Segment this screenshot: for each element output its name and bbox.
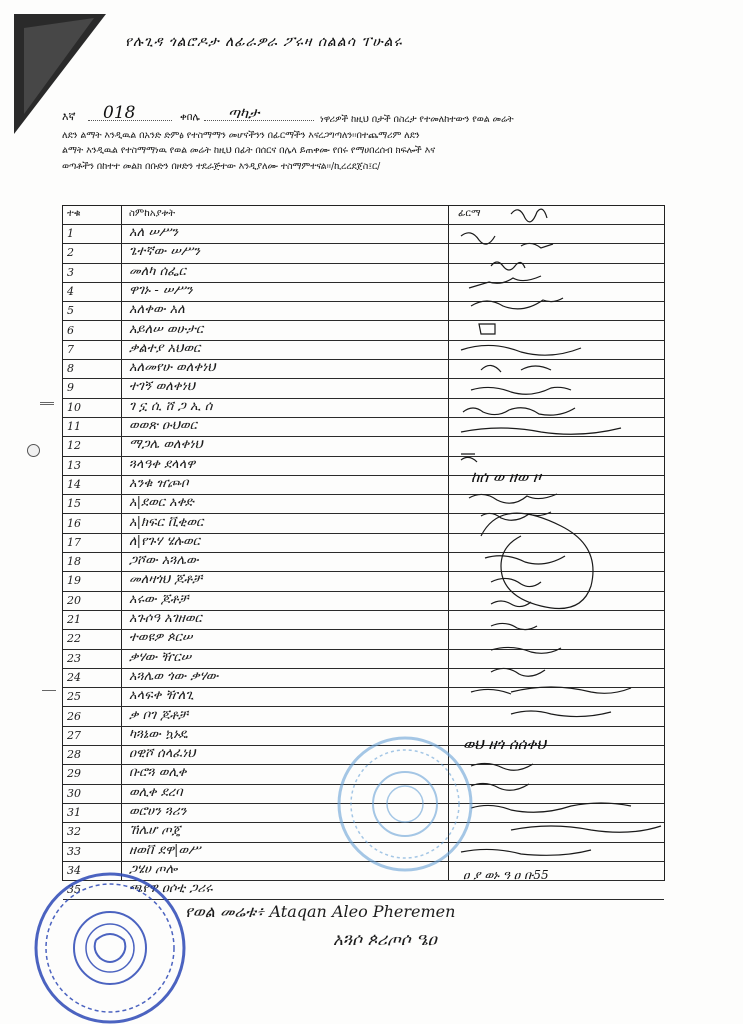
row-number: 15 [67,497,81,511]
row-name: ጫየዋ ዐሶቲ ጋሪሩ [129,881,213,897]
row-number: 28 [67,748,81,762]
row-name: ቃ ቦገ ጆቶቻ [129,707,188,723]
row-name: አ|ደወር አቀድ [129,495,194,511]
row-name: ዘወቨ ደዋ|ወሥ [129,842,201,858]
row-number: 25 [67,690,81,704]
row-number: 13 [67,458,81,472]
intro-line: ነዋሪዎች ከዚህ በታች በስረታ የተመለከተውን የወል መሬት [320,114,514,125]
column-header-number: ተቁ [67,208,81,219]
row-number: 12 [67,439,81,453]
ref-label: እኛ [62,110,76,123]
intro-line: ልማት እንዲዉል የተስማማነዉ የወል መሬት ከዚህ በፊት በሰርና በሌላ ይጠቀሙ የበሩ የማሀበረሰብ ክፍሎች እና [62,145,436,157]
row-name: አለቀው አለ [129,302,185,318]
row-name: ለ|የጉሃ ሄሉወር [129,533,200,549]
row-number: 18 [67,555,81,569]
kebele-value: ጣካታ [228,104,260,122]
row-number: 5 [67,304,74,318]
row-number: 10 [67,400,81,414]
row-name: ወሊቀ ደረባ [129,784,183,800]
row-number: 30 [67,786,81,800]
row-number: 17 [67,535,81,549]
row-name: ጋሾው አጓሌው [129,553,199,569]
row-name: ቡሮጓ ወሊቀ [129,765,187,781]
row-number: 27 [67,728,81,742]
row-number: 1 [67,227,74,240]
official-stamp-blue [22,863,198,1024]
signature-note: ከሰ ወ ዘወ ዞ [471,468,542,486]
signature-note: ወህ ዘጎ ሰሰቀህ [463,735,546,753]
row-name: መለዛጎህ ጆቶቻ [129,572,203,588]
intro-line: ወጣቶችን በከተተ መልክ በቡድን በዞድን ተደራጅተው እንዲያለሙ ተስማምተናል፡፡/ኪረረደጀስ፤ር/ [62,160,381,172]
row-name: አለመየሁ ወለቀነህ [129,360,216,376]
row-number: 11 [67,420,81,433]
row-name: ተወዩዎ ጶርሠ [129,630,193,646]
row-number: 34 [67,863,81,877]
row-name: ጋሄሀ ጦሎ [129,861,178,877]
margin-mark [40,402,54,403]
row-number: 22 [67,632,81,646]
column-header-name: ስምከአያቱት [129,208,176,219]
signature-scribbles [451,206,663,882]
row-number: 7 [67,342,74,356]
row-number: 3 [67,265,74,279]
margin-mark [40,404,54,405]
row-number: 31 [67,806,81,819]
row-name: ተገኝ ወለቀነህ [129,379,195,395]
row-name: ገ ኗ ሲ ሸ ጋ ኢ ሰ [129,398,213,414]
footer-line-2: አጓሶ ጶሪጦሶ ዔዐ [333,930,437,950]
signature-note: ዐ ያ ወኑ ዓ ዐ ቡ55 [463,868,549,882]
intro-line: ለደን ልማት እንዲዉል በአንድ ድምፅ የተስማማን መሆናችንን በፊርማችን እናረጋግጣለን፡፡በተጨማሪም ለደን [62,129,420,141]
row-number: 23 [67,651,81,665]
row-number: 19 [67,574,81,588]
row-number: 2 [67,246,74,260]
row-number: 20 [67,593,81,607]
kebele-label: ቀበሌ [180,112,200,123]
row-name: ጌተኛው ሠሥን [129,244,200,260]
row-name: አይለሠ ወሁታር [129,321,204,337]
row-name: ቃልተያ አህወር [129,340,201,356]
row-name: አላፍቀ ዥለጊ [129,688,194,704]
row-number: 24 [67,670,81,684]
row-number: 33 [67,844,81,858]
row-number: 21 [67,613,81,626]
row-name: ካጓኔው ኳኑዴ [129,726,188,742]
ref-number: 018 [103,103,136,123]
row-name: አጓሌወ ጎው ቃሃው [129,668,219,684]
row-number: 29 [67,767,81,781]
row-name: ኸሌሆ ጦጄ [129,823,181,839]
document-header: የሉጊዳ ጎልሮዶታ ለፊራዎራ ፖሩዛ ሰልልሳ ፐሁልሩ [125,34,403,50]
row-name: አለ ሠሥን [129,225,179,240]
row-name: ዋገኑ - ሠሥን [129,282,193,298]
row-number: 14 [67,477,81,491]
row-name: ዐዊሾ ሰላፈነህ [129,746,196,762]
row-number: 16 [67,516,81,530]
margin-mark [42,690,56,691]
official-stamp-faded [332,726,478,886]
row-number: 9 [67,381,74,395]
row-name: መለካ ሰፌር [129,263,186,279]
row-number: 6 [67,323,74,337]
row-name: ማጋሌ ወለቀነህ [129,437,203,453]
intro-paragraph [62,112,662,174]
row-number: 35 [67,883,81,897]
row-name: ቃሃው ዥርሠ [129,649,192,665]
column-header-signature: ፊርማ [458,208,481,219]
row-name: ወወጽ ዑህወር [129,418,197,433]
footer-line-1: የወል መሬቱ፥ Ataqan Aleo Pheremen [185,902,456,921]
row-name: አ|ክፍር ቪቂወር [129,514,204,530]
row-number: 4 [67,284,74,298]
punch-hole [27,444,40,457]
row-name: አንቁ ዠጮቦ [129,475,189,491]
row-name: አሩው ጆቶቻ [129,591,189,607]
row-name: አጉሶዓ አገዘወር [129,611,202,626]
row-number: 8 [67,362,74,376]
row-number: 32 [67,825,81,839]
row-name: ወሮሀን ጓሪን [129,804,187,819]
row-name: ጓላዓቀ ደላላዋ [129,456,196,472]
row-number: 26 [67,709,81,723]
